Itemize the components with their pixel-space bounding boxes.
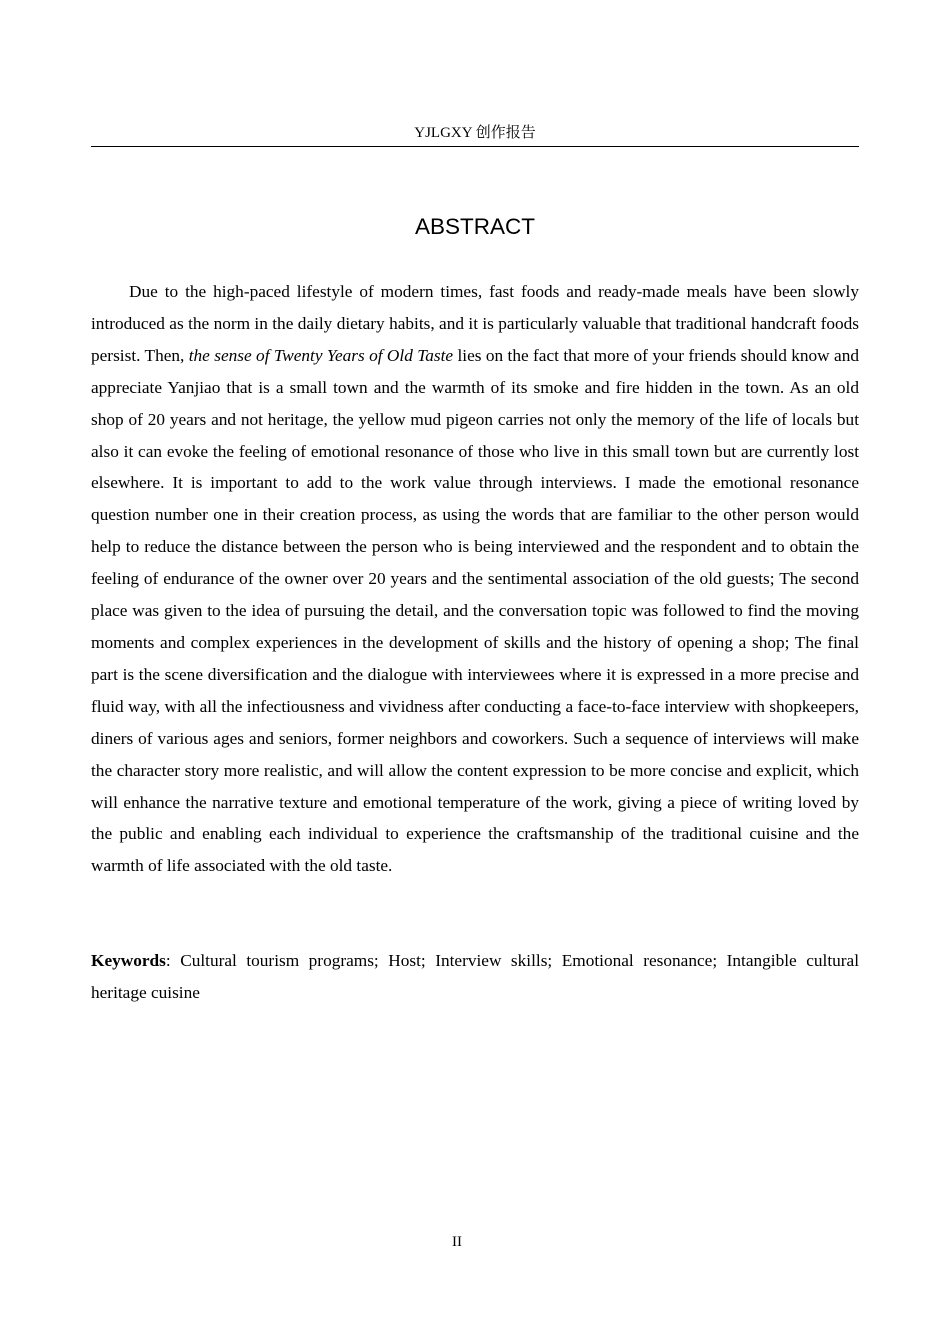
abstract-body	[91, 276, 859, 882]
abstract-italic-title: the sense of Twenty Years of Old Taste	[188, 345, 458, 365]
keywords-text: Cultural tourism programs; Host; Interview skills; Emotional resonance; Intangible cultural heritage cuisine	[91, 951, 859, 1002]
abstract-body-part-2: lies on the fact that more of your friends should know and appreciate Yanjiao that is a small town and the warmth of its smoke and fire hidden in the town. As an old shop of 20 years and not heritage, the yellow mud pigeon carries not only the memory of the life of locals but also it can evoke the feeling of emotional resonance of those who live in this small town but are currently lost elsewhere. It is important to add to the work value through interviews. I made the emotional resonance question number one in their creation process, as using the words that are familiar to the other person would help to reduce the distance between the person who is being interviewed and the respondent and to obtain the feeling of endurance of the owner over 20 years and the sentimental association of the old guests; The second place was given to the idea of pursuing the detail, and the conversation topic was followed to find the moving moments and complex experiences in the development of skills and the history of opening a shop; The final part is the scene diversification and the dialogue with interviewees where it is expressed in a more precise and fluid way, with all the infectiousness and vividness after conducting a face-to-face interview with shopkeepers, diners of various ages and seniors, former neighbors and coworkers. Such a sequence of interviews will make the character story more realistic, and will allow the content expression to be more concise and explicit, which will enhance the narrative texture and emotional temperature of the work, giving a piece of writing loved by the public and enabling each individual to experience the craftsmanship of the traditional cuisine and the warmth of life associated with the old taste.	[91, 345, 859, 876]
abstract-title: ABSTRACT	[414, 214, 535, 239]
running-header: YJLGXY 创作报告	[91, 123, 859, 147]
keywords-separator: :	[165, 951, 181, 970]
abstract-body-part-1: Due to the high-paced lifestyle of modern times, fast foods and ready-made meals have been slowly introduced as the norm in the daily dietary habits, and it is particularly valuable that traditional handcraft foods persist. Then,	[91, 282, 859, 365]
keywords-label: Keywords	[91, 951, 166, 970]
keywords-line	[91, 945, 859, 1009]
page-number: II	[452, 1234, 462, 1250]
